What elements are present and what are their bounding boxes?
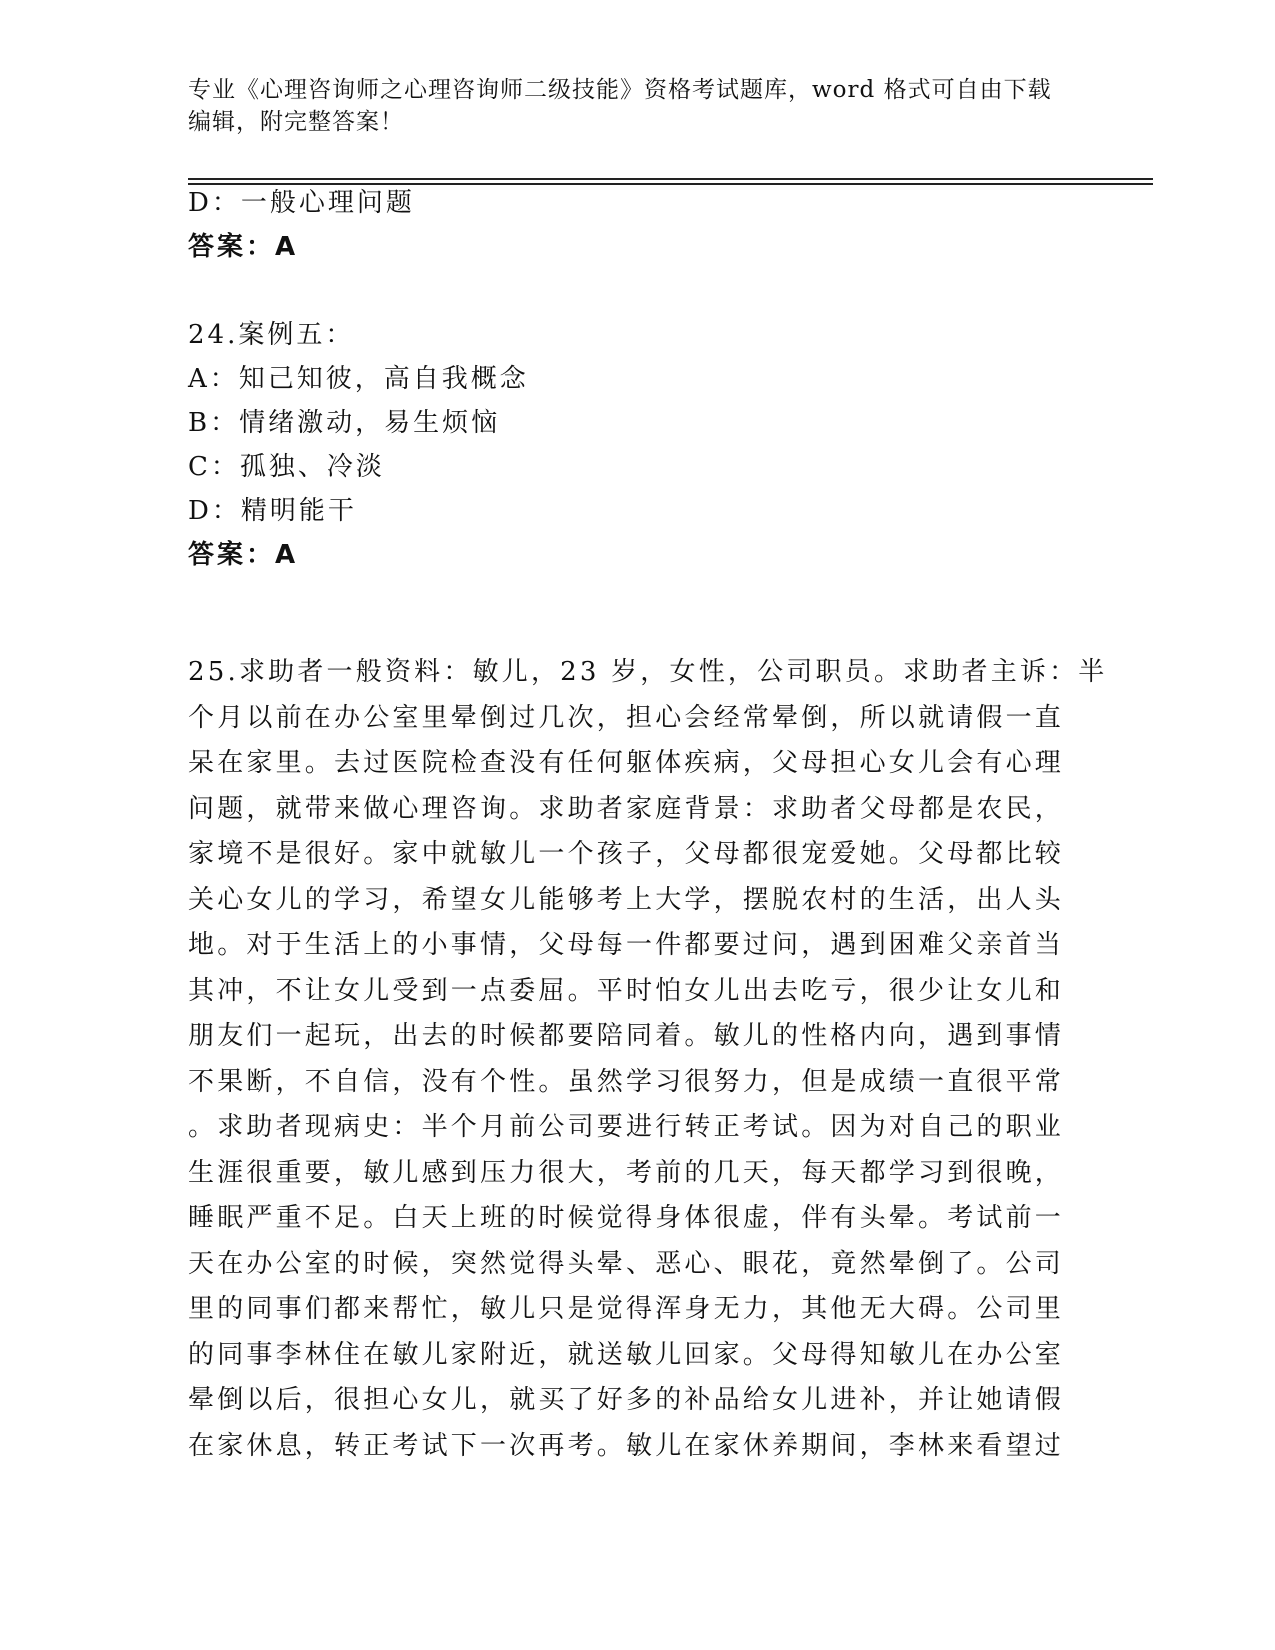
q25-line: 呆在家里。去过医院检查没有任何躯体疾病，父母担心女儿会有心理 bbox=[188, 748, 1065, 778]
header-divider-bottom bbox=[188, 183, 1153, 185]
header-line-1: 专业《心理咨询师之心理咨询师二级技能》资格考试题库，word 格式可自由下载 bbox=[188, 77, 1052, 103]
q23-option-d: D：一般心理问题 bbox=[188, 188, 415, 218]
q24-option-c: C：孤独、冷淡 bbox=[188, 452, 385, 482]
q24-option-d: D：精明能干 bbox=[188, 496, 357, 526]
q25-line: 的同事李林住在敏儿家附近，就送敏儿回家。父母得知敏儿在办公室 bbox=[188, 1339, 1065, 1370]
q25-line: 关心女儿的学习，希望女儿能够考上大学，摆脱农村的生活，出人头 bbox=[188, 884, 1065, 915]
q25-line: 朋友们一起玩，出去的时候都要陪同着。敏儿的性格内向，遇到事情 bbox=[188, 1021, 1065, 1051]
q24-question: 24.案例五： bbox=[188, 320, 355, 350]
header-line-2: 编辑，附完整答案！ bbox=[188, 109, 404, 135]
q25-line: 不果断，不自信，没有个性。虽然学习很努力，但是成绩一直很平常 bbox=[188, 1066, 1065, 1097]
q25-line: 天在办公室的时候，突然觉得头晕、恶心、眼花，竟然晕倒了。公司 bbox=[188, 1248, 1065, 1279]
q25-line: 25.求助者一般资料：敏儿，23 岁，女性，公司职员。求助者主诉：半 bbox=[188, 657, 1108, 687]
q25-line: 生涯很重要，敏儿感到压力很大，考前的几天，每天都学习到很晚， bbox=[188, 1157, 1065, 1188]
q25-line: 个月以前在办公室里晕倒过几次，担心会经常晕倒，所以就请假一直 bbox=[188, 702, 1065, 733]
q25-line: 在家休息，转正考试下一次再考。敏儿在家休养期间，李林来看望过 bbox=[188, 1430, 1065, 1461]
q24-answer: 答案：A bbox=[188, 540, 299, 570]
q25-line: 。求助者现病史：半个月前公司要进行转正考试。因为对自己的职业 bbox=[188, 1112, 1065, 1142]
q25-line: 问题，就带来做心理咨询。求助者家庭背景：求助者父母都是农民， bbox=[188, 793, 1065, 824]
q25-line: 里的同事们都来帮忙，敏儿只是觉得浑身无力，其他无大碍。公司里 bbox=[188, 1294, 1065, 1324]
q25-line: 家境不是很好。家中就敏儿一个孩子，父母都很宠爱她。父母都比较 bbox=[188, 839, 1065, 869]
document-header bbox=[188, 74, 1088, 138]
q25-line: 晕倒以后，很担心女儿，就买了好多的补品给女儿进补，并让她请假 bbox=[188, 1385, 1065, 1415]
header-divider-top bbox=[188, 178, 1153, 180]
q25-line: 睡眠严重不足。白天上班的时候觉得身体很虚，伴有头晕。考试前一 bbox=[188, 1203, 1065, 1233]
q25-line: 其冲，不让女儿受到一点委屈。平时怕女儿出去吃亏，很少让女儿和 bbox=[188, 975, 1065, 1006]
q25-line: 地。对于生活上的小事情，父母每一件都要过问，遇到困难父亲首当 bbox=[188, 930, 1065, 960]
q24-option-a: A：知己知彼，高自我概念 bbox=[188, 364, 529, 394]
q25-case-text bbox=[188, 650, 1108, 1469]
q23-answer: 答案：A bbox=[188, 232, 299, 262]
q24-option-b: B：情绪激动，易生烦恼 bbox=[188, 408, 501, 438]
